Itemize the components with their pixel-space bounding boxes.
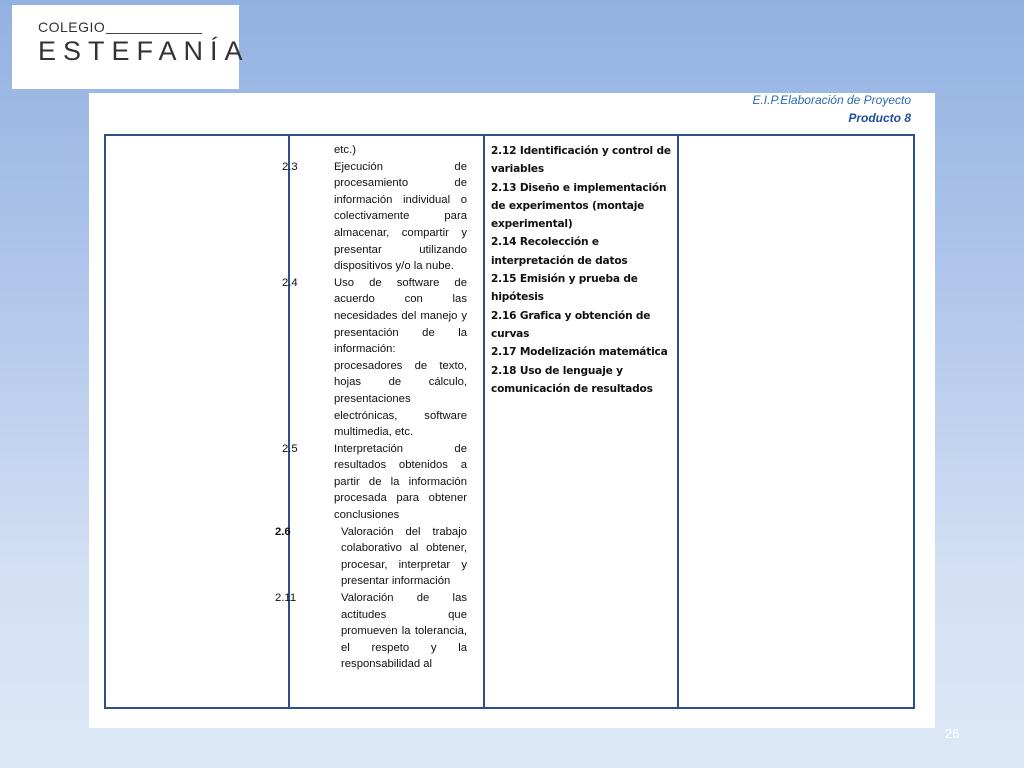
item-text: Interpretación de resultados obtenidos a partir de la información procesada para obtener conclusiones — [334, 442, 467, 522]
list-item: 2.14 Recolección e interpretación de datos — [491, 236, 628, 267]
slide-number: 26 — [945, 726, 960, 741]
logo-divider — [106, 33, 202, 34]
table-column-4 — [679, 136, 913, 707]
list-item: 2.18 Uso de lenguaje y comunicación de resultados — [491, 364, 653, 395]
item-text: Uso de software de acuerdo con las necesidades del manejo y presentación de la información: procesadores de texto, hojas de cálculo, presentaciones electrónicas, software multimedia, etc. — [334, 276, 467, 439]
list-item — [275, 524, 467, 590]
item-number: 2.5 — [282, 442, 298, 455]
header-product: Producto 8 — [848, 111, 911, 125]
list-item — [282, 275, 467, 441]
item-text: Valoración de las actitudes que promueven la tolerancia, el respeto y la responsabilidad al — [341, 592, 467, 671]
column2-lead: etc.) — [334, 144, 356, 156]
item-number: 2.6 — [275, 525, 291, 538]
item-number: 2.3 — [282, 160, 298, 173]
list-item — [282, 441, 467, 524]
logo-top-text: COLEGIO — [38, 19, 106, 35]
list-item: 2.16 Grafica y obtención de curvas — [491, 309, 651, 340]
content-table — [104, 134, 915, 709]
list-item — [275, 590, 467, 673]
item-number: 2.4 — [282, 276, 298, 289]
list-item: 2.13 Diseño e implementación de experimentos (montaje experimental) — [491, 181, 667, 231]
document-page — [89, 93, 935, 728]
logo-main-text: ESTEFANÍA — [38, 36, 250, 66]
table-column-3 — [485, 136, 679, 707]
school-logo — [12, 5, 250, 89]
list-item: 2.12 Identificación y control de variables — [491, 145, 671, 176]
table-column-2 — [275, 136, 485, 707]
header-project: E.I.P.Elaboración de Proyecto — [752, 93, 911, 107]
list-item: 2.17 Modelización matemática — [491, 346, 668, 359]
item-text: Ejecución de procesamiento de información individual o colectivamente para almacenar, compartir y presentar utilizando dispositivos y/o la nube. — [334, 160, 467, 273]
list-item: 2.15 Emisión y prueba de hipótesis — [491, 273, 638, 304]
item-number: 2.11 — [275, 592, 297, 605]
item-text: Valoración del trabajo colaborativo al obtener, procesar, interpretar y presentar información — [341, 525, 467, 588]
table-column-1 — [106, 136, 290, 707]
list-item — [282, 159, 467, 275]
